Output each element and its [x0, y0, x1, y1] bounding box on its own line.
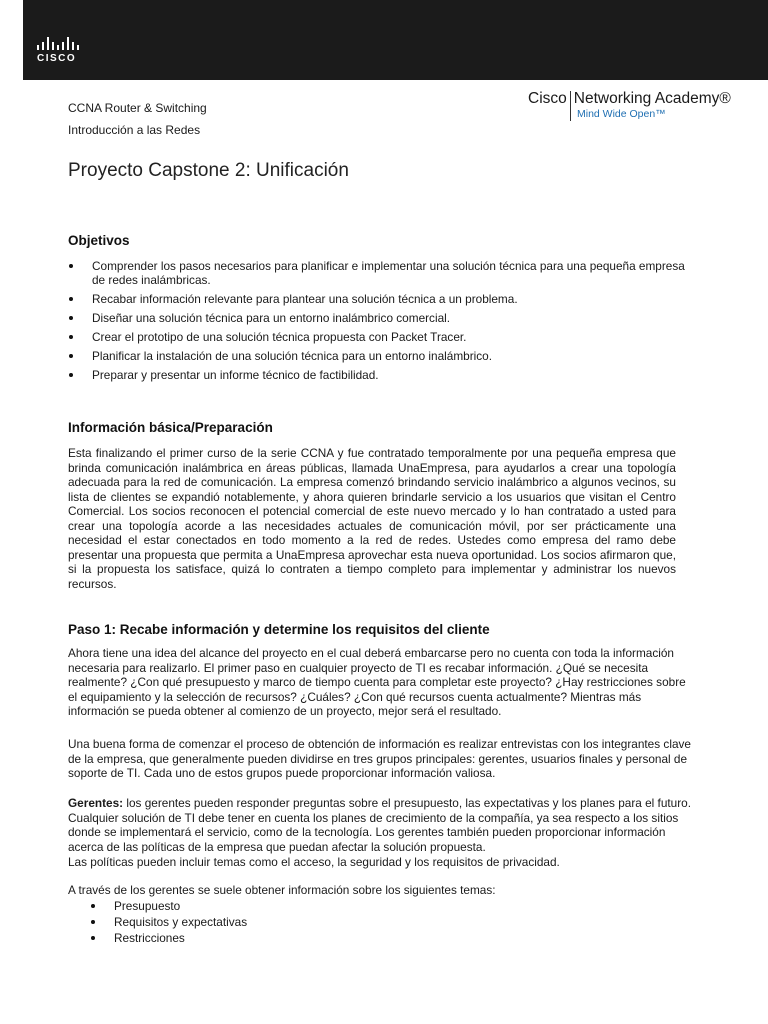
list-item: Comprender los pasos necesarios para planificar e implementar una solución técnica para una pequeña empresa de redes inalámbricas.: [68, 259, 700, 287]
gerentes-label: Gerentes:: [68, 796, 124, 810]
page-title: Proyecto Capstone 2: Unificación: [68, 160, 349, 181]
info-paragraph: Esta finalizando el primer curso de la serie CCNA y fue contratado temporalmente por una pequeña empresa que brinda comunicación inalámbrica en áreas públicas, llamada UnaEmpresa, para ayudarlos a crear una topología adecuada para la red de comunicación. La empresa comenzó brindando servicio inalámbrico a algunos vecinos, su lista de clientes se expandió notablemente, y ahora quieren brindarle servicio a los usuarios que visitan el Centro Comercial. Los socios reconocen el potencial comercial de este nuevo mercado y lo han contratado a usted para crear una topología acorde a las necesidades actuales de comunicación móvil, por ser prácticamente una necesidad el estar conectados en todo momento a la red de redes. Ustedes como empresa del ramo debe presentar una propuesta que permita a UnaEmpresa aprovechar esta nueva oportunidad. Los socios afirmaron que, si la propuesta los satisface, quizá lo contraten a tiempo completo para implementar y administrar los nuevos recursos.: [68, 446, 676, 591]
paso1-paragraph-1: Ahora tiene una idea del alcance del proyecto en el cual deberá embarcarse pero no cuenta con toda la información necesaria para realizarlo. El primer paso en cualquier proyecto de TI es recabar información. ¿Qué se necesita realmente? ¿Con qué presupuesto y marco de tiempo cuenta para completar este proyecto? ¿Hay restricciones sobre el equipamiento y la selección de recursos? ¿Cuáles? ¿Con qué recursos cuenta actualmente? Mientras más información se pueda obtener al comienzo de un proyecto, mejor será el resultado.: [68, 646, 686, 718]
paso1-heading: Paso 1: Recabe información y determine los requisitos del cliente: [68, 622, 490, 637]
politicas-paragraph: Las políticas pueden incluir temas como el acceso, la seguridad y los requisitos de privacidad.: [68, 855, 560, 869]
cisco-wordmark: CISCO: [37, 53, 77, 64]
list-item: Recabar información relevante para plantear una solución técnica a un problema.: [68, 292, 700, 306]
gerentes-text: los gerentes pueden responder preguntas sobre el presupuesto, las expectativas y los planes para el futuro. Cualquier solución de TI debe tener en cuenta los planes de crecimiento de la compañía, ya sea respecto a los sitios donde se implementará el servicio, como de la tecnología. Los gerentes también pueden proporcionar información acerca de las políticas de la empresa que puedan afectar la solución propuesta.: [68, 796, 691, 854]
cisco-logo: [37, 36, 93, 70]
temas-list: [90, 898, 247, 946]
info-heading: Información básica/Preparación: [68, 420, 273, 435]
cisco-bars-icon: [37, 36, 93, 50]
course-name: CCNA Router & Switching: [68, 101, 207, 115]
academy-name-left: Cisco: [528, 90, 567, 107]
academy-tagline: Mind Wide Open™: [577, 108, 666, 120]
paso1-paragraph-2: Una buena forma de comenzar el proceso de obtención de información es realizar entrevistas con los integrantes clave de la empresa, que generalmente pueden dividirse en tres grupos principales: gerentes, usuarios finales y personal de soporte de TI. Cada uno de estos grupos puede proporcionar información valiosa.: [68, 737, 691, 780]
gerentes-paragraph: [68, 796, 698, 854]
networking-academy-logo: [528, 90, 748, 120]
module-name: Introducción a las Redes: [68, 123, 201, 137]
list-item: Planificar la instalación de una solución técnica para un entorno inalámbrico.: [68, 349, 700, 363]
objetivos-heading: Objetivos: [68, 233, 130, 248]
temas-intro: A través de los gerentes se suele obtener información sobre los siguientes temas:: [68, 883, 496, 897]
top-banner: [23, 0, 768, 80]
list-item: Presupuesto: [90, 898, 247, 914]
list-item: Crear el prototipo de una solución técnica propuesta con Packet Tracer.: [68, 330, 700, 344]
academy-name-right: Networking Academy®: [573, 90, 731, 107]
list-item: Requisitos y expectativas: [90, 914, 247, 930]
list-item: Diseñar una solución técnica para un entorno inalámbrico comercial.: [68, 311, 700, 325]
list-item: Restricciones: [90, 930, 247, 946]
list-item: Preparar y presentar un informe técnico de factibilidad.: [68, 368, 700, 382]
objetivos-list: [68, 259, 700, 387]
academy-separator: [570, 91, 571, 121]
